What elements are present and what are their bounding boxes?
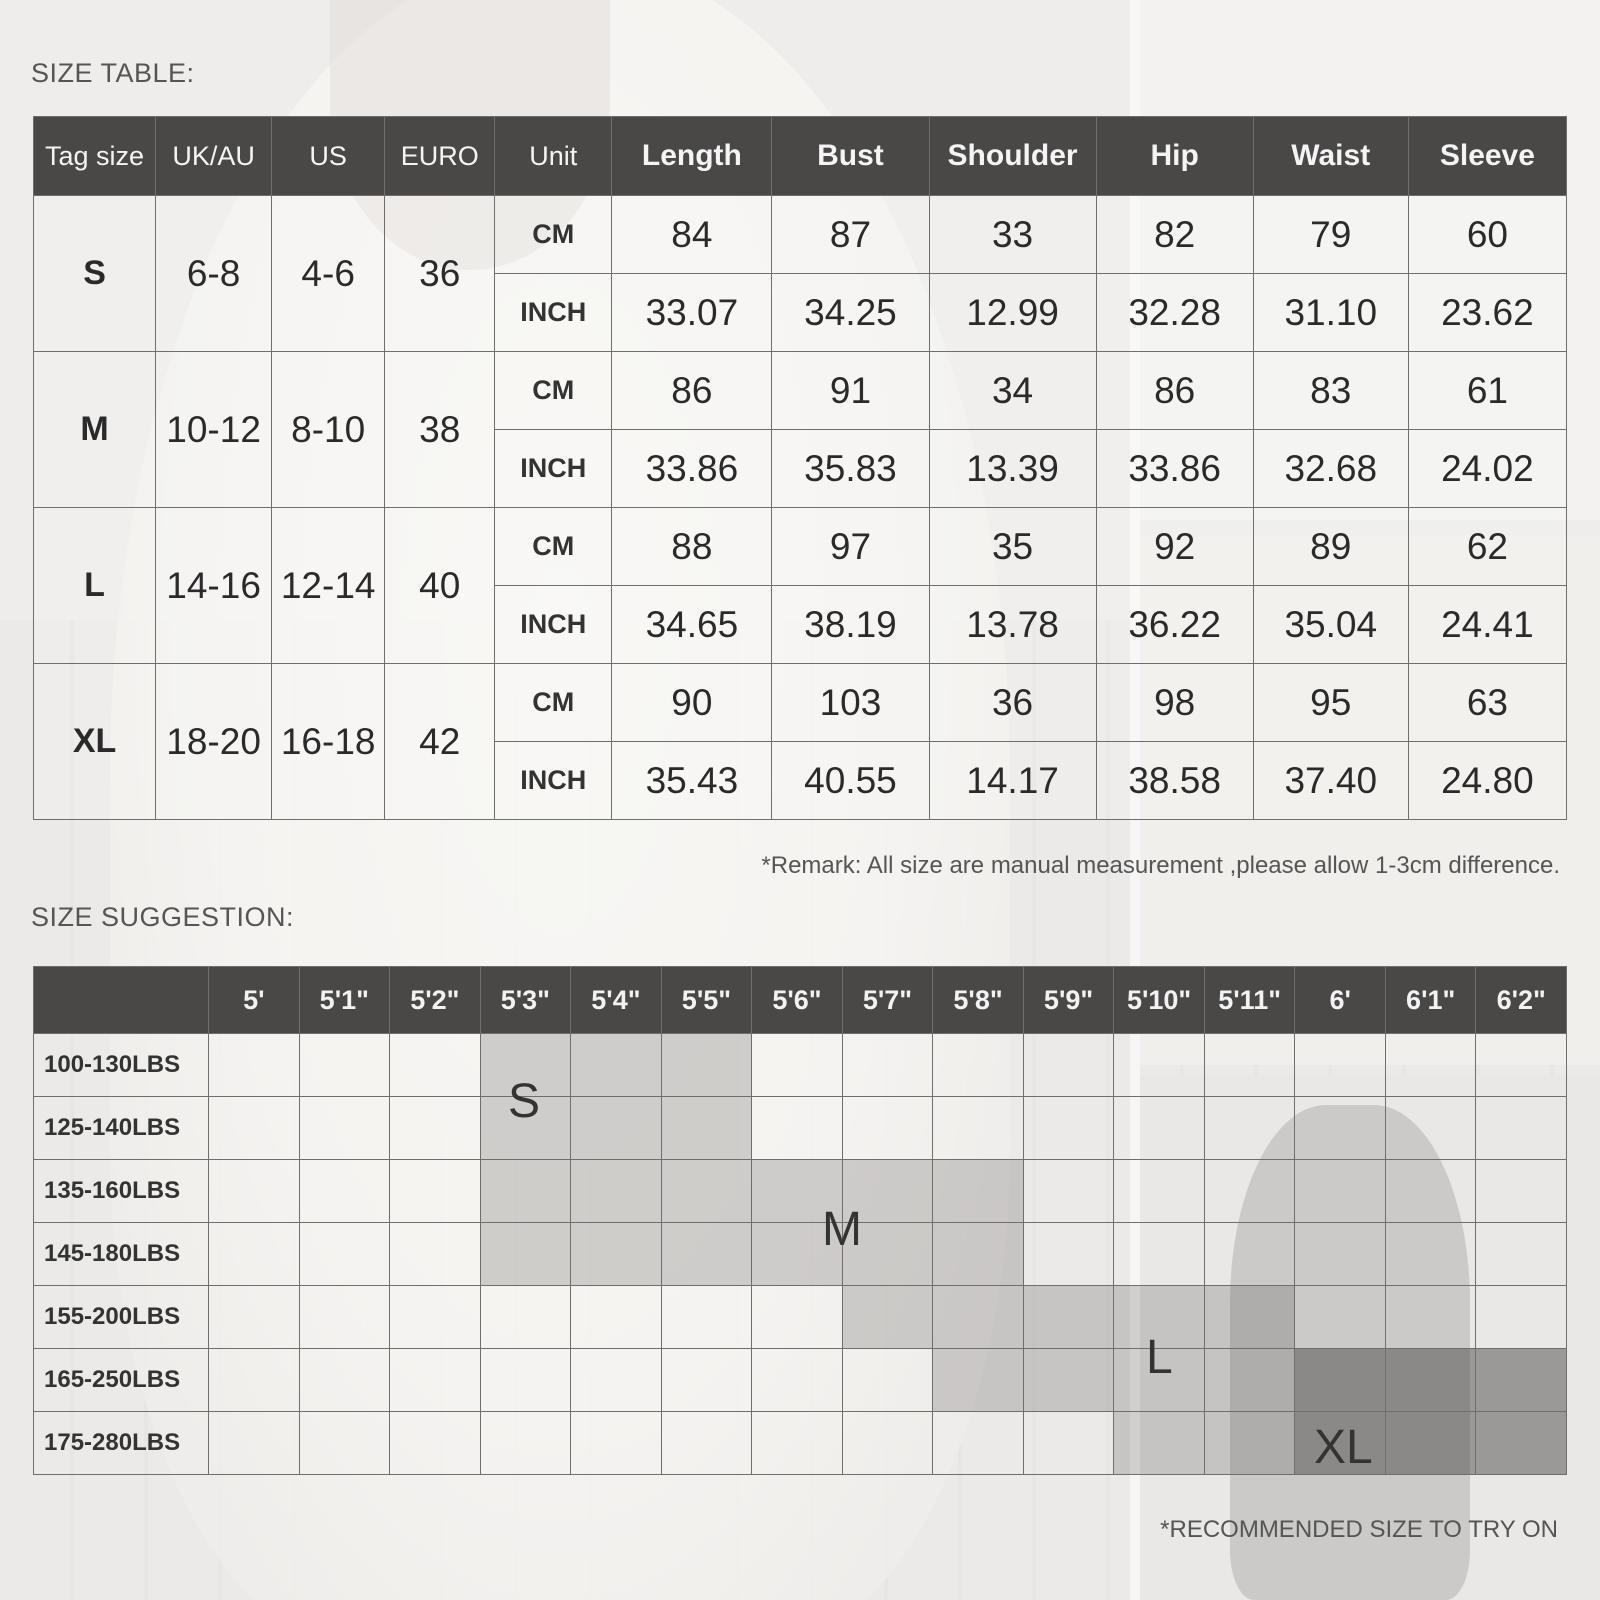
weight-label: 125-140LBS [34,1097,209,1160]
weight-label: 100-130LBS [34,1034,209,1097]
table-row [34,1160,1567,1223]
hip-cell: 86 [1096,352,1253,430]
grid-cell [1476,1160,1567,1223]
bust-cell: 40.55 [772,742,929,820]
grid-cell [1114,1412,1205,1475]
grid-cell [752,1412,843,1475]
grid-cell [1295,1097,1386,1160]
table-row [34,196,1567,274]
sleeve-cell: 23.62 [1408,274,1566,352]
height-header: 5'7" [842,967,933,1034]
weight-label: 165-250LBS [34,1349,209,1412]
waist-cell: 37.40 [1253,742,1408,820]
table-row [34,1349,1567,1412]
size-table-header [34,117,1567,196]
grid-cell [390,1097,481,1160]
shoulder-cell: 36 [929,664,1096,742]
length-cell: 90 [612,664,772,742]
grid-cell [661,1097,752,1160]
grid-cell [1023,1223,1114,1286]
uk-au-cell: 6-8 [156,196,272,352]
grid-cell [752,1349,843,1412]
grid-cell [1385,1223,1476,1286]
grid-cell [299,1034,390,1097]
grid-cell [1295,1349,1386,1412]
size-table [33,116,1567,820]
bust-cell: 87 [772,196,929,274]
waist-cell: 89 [1253,508,1408,586]
header-euro: EURO [385,117,495,196]
grid-cell [661,1349,752,1412]
sleeve-cell: 24.41 [1408,586,1566,664]
height-header: 5'6" [752,967,843,1034]
grid-cell [1385,1286,1476,1349]
waist-cell: 32.68 [1253,430,1408,508]
tag-size-cell: S [34,196,156,352]
us-cell: 12-14 [272,508,385,664]
height-header: 5'3" [480,967,571,1034]
grid-cell [1385,1160,1476,1223]
grid-cell [390,1223,481,1286]
header-uk-au: UK/AU [156,117,272,196]
zone-label-s: S [508,1075,541,1128]
weight-label: 145-180LBS [34,1223,209,1286]
waist-cell: 35.04 [1253,586,1408,664]
grid-cell [661,1034,752,1097]
euro-cell: 40 [385,508,495,664]
grid-cell [1023,1349,1114,1412]
grid-cell [842,1097,933,1160]
shoulder-cell: 35 [929,508,1096,586]
grid-cell [661,1160,752,1223]
unit-cell: CM [495,508,612,586]
zone-label-m: M [822,1203,862,1256]
grid-cell [1385,1349,1476,1412]
grid-cell [209,1286,300,1349]
unit-cell: INCH [495,742,612,820]
table-row [34,1034,1567,1097]
tag-size-cell: XL [34,664,156,820]
header-unit: Unit [495,117,612,196]
grid-cell [480,1349,571,1412]
grid-cell [571,1223,662,1286]
sleeve-cell: 24.80 [1408,742,1566,820]
unit-cell: CM [495,196,612,274]
grid-cell [1476,1286,1567,1349]
grid-cell [1204,1160,1295,1223]
grid-cell [571,1286,662,1349]
hip-cell: 82 [1096,196,1253,274]
grid-cell [1385,1412,1476,1475]
header-us: US [272,117,385,196]
hip-cell: 36.22 [1096,586,1253,664]
sleeve-cell: 24.02 [1408,430,1566,508]
unit-cell: CM [495,664,612,742]
zone-label-l: L [1146,1331,1173,1384]
grid-cell [390,1034,481,1097]
grid-cell [1204,1097,1295,1160]
bust-cell: 34.25 [772,274,929,352]
grid-cell [1204,1349,1295,1412]
length-cell: 33.07 [612,274,772,352]
grid-cell [209,1160,300,1223]
unit-cell: INCH [495,274,612,352]
grid-cell [752,1034,843,1097]
grid-cell [1023,1097,1114,1160]
tag-size-cell: M [34,352,156,508]
grid-cell [1204,1223,1295,1286]
bust-cell: 35.83 [772,430,929,508]
grid-cell [1114,1160,1205,1223]
header-shoulder: Shoulder [929,117,1096,196]
grid-cell [1114,1223,1205,1286]
grid-cell [1385,1034,1476,1097]
table-row [34,664,1567,742]
grid-cell [933,1412,1024,1475]
grid-cell [571,1097,662,1160]
shoulder-cell: 13.78 [929,586,1096,664]
grid-cell [1476,1349,1567,1412]
unit-cell: INCH [495,430,612,508]
header-hip: Hip [1096,117,1253,196]
grid-cell [209,1349,300,1412]
size-table-remark: *Remark: All size are manual measurement ,please allow 1-3cm difference. [761,852,1560,879]
size-table-title: SIZE TABLE: [31,58,195,88]
grid-cell [480,1286,571,1349]
grid-cell [752,1286,843,1349]
grid-cell [933,1349,1024,1412]
header-sleeve: Sleeve [1408,117,1566,196]
uk-au-cell: 10-12 [156,352,272,508]
uk-au-cell: 18-20 [156,664,272,820]
grid-cell [480,1160,571,1223]
grid-cell [933,1097,1024,1160]
grid-cell [209,1034,300,1097]
grid-cell [1023,1412,1114,1475]
grid-cell [1476,1034,1567,1097]
weight-label: 135-160LBS [34,1160,209,1223]
grid-cell [299,1349,390,1412]
grid-cell [933,1223,1024,1286]
grid-cell [1023,1160,1114,1223]
height-header: 5'2" [390,967,481,1034]
grid-cell [1204,1034,1295,1097]
grid-cell [390,1286,481,1349]
waist-cell: 79 [1253,196,1408,274]
grid-cell [299,1286,390,1349]
bust-cell: 38.19 [772,586,929,664]
us-cell: 8-10 [272,352,385,508]
height-header: 5'4" [571,967,662,1034]
header-waist: Waist [1253,117,1408,196]
waist-cell: 83 [1253,352,1408,430]
grid-cell [571,1034,662,1097]
height-header: 6'2" [1476,967,1567,1034]
length-cell: 33.86 [612,430,772,508]
grid-cell [1023,1034,1114,1097]
uk-au-cell: 14-16 [156,508,272,664]
grid-cell [1476,1412,1567,1475]
hip-cell: 38.58 [1096,742,1253,820]
grid-cell [1114,1034,1205,1097]
height-header: 5'5" [661,967,752,1034]
length-cell: 88 [612,508,772,586]
grid-cell [571,1412,662,1475]
grid-cell [390,1160,481,1223]
height-header: 6'1" [1385,967,1476,1034]
height-header-row [34,967,1567,1034]
grid-cell [661,1412,752,1475]
grid-cell [1023,1286,1114,1349]
grid-cell [842,1412,933,1475]
grid-cell [480,1412,571,1475]
grid-cell [299,1097,390,1160]
waist-cell: 31.10 [1253,274,1408,352]
table-row [34,1097,1567,1160]
height-header: 5'8" [933,967,1024,1034]
length-cell: 34.65 [612,586,772,664]
length-cell: 86 [612,352,772,430]
height-header: 5'9" [1023,967,1114,1034]
hip-cell: 98 [1096,664,1253,742]
zone-label-xl: XL [1314,1421,1373,1474]
sleeve-cell: 61 [1408,352,1566,430]
grid-cell [1295,1223,1386,1286]
grid-cell [571,1160,662,1223]
grid-cell [1476,1223,1567,1286]
size-suggestion-title: SIZE SUGGESTION: [31,902,295,932]
weight-label: 175-280LBS [34,1412,209,1475]
bust-cell: 91 [772,352,929,430]
grid-cell [661,1223,752,1286]
length-cell: 84 [612,196,772,274]
bust-cell: 97 [772,508,929,586]
us-cell: 4-6 [272,196,385,352]
sleeve-cell: 63 [1408,664,1566,742]
us-cell: 16-18 [272,664,385,820]
sleeve-cell: 60 [1408,196,1566,274]
hip-cell: 33.86 [1096,430,1253,508]
grid-cell [661,1286,752,1349]
table-row [34,1223,1567,1286]
euro-cell: 36 [385,196,495,352]
shoulder-cell: 33 [929,196,1096,274]
header-length: Length [612,117,772,196]
unit-cell: INCH [495,586,612,664]
size-suggestion-table [33,966,1567,1475]
grid-cell [299,1160,390,1223]
weight-label: 155-200LBS [34,1286,209,1349]
grid-cell [390,1349,481,1412]
header-tag-size: Tag size [34,117,156,196]
height-header: 6' [1295,967,1386,1034]
table-row [34,1286,1567,1349]
euro-cell: 42 [385,664,495,820]
grid-cell [933,1034,1024,1097]
grid-cell [1114,1097,1205,1160]
tag-size-cell: L [34,508,156,664]
height-header: 5'11" [1204,967,1295,1034]
grid-cell [1295,1034,1386,1097]
height-header: 5' [209,967,300,1034]
grid-cell [480,1223,571,1286]
grid-cell [209,1412,300,1475]
grid-cell [842,1286,933,1349]
bust-cell: 103 [772,664,929,742]
grid-cell [1204,1286,1295,1349]
grid-cell [299,1412,390,1475]
shoulder-cell: 12.99 [929,274,1096,352]
grid-cell [209,1097,300,1160]
grid-cell [571,1349,662,1412]
recommendation-footnote: *RECOMMENDED SIZE TO TRY ON [1160,1516,1558,1543]
shoulder-cell: 14.17 [929,742,1096,820]
height-header: 5'10" [1114,967,1205,1034]
waist-cell: 95 [1253,664,1408,742]
grid-cell [752,1097,843,1160]
table-row [34,352,1567,430]
grid-cell [933,1160,1024,1223]
grid-cell [390,1412,481,1475]
hip-cell: 92 [1096,508,1253,586]
hip-cell: 32.28 [1096,274,1253,352]
grid-cell [1204,1412,1295,1475]
grid-cell [1295,1286,1386,1349]
length-cell: 35.43 [612,742,772,820]
shoulder-cell: 34 [929,352,1096,430]
grid-cell [933,1286,1024,1349]
table-row [34,508,1567,586]
grid-cell [209,1223,300,1286]
grid-cell [299,1223,390,1286]
grid-cell [842,1034,933,1097]
unit-cell: CM [495,352,612,430]
grid-cell [1295,1160,1386,1223]
header-bust: Bust [772,117,929,196]
height-header: 5'1" [299,967,390,1034]
shoulder-cell: 13.39 [929,430,1096,508]
grid-cell [842,1349,933,1412]
euro-cell: 38 [385,352,495,508]
sleeve-cell: 62 [1408,508,1566,586]
grid-cell [1476,1097,1567,1160]
corner-cell [34,967,209,1034]
grid-cell [1385,1097,1476,1160]
